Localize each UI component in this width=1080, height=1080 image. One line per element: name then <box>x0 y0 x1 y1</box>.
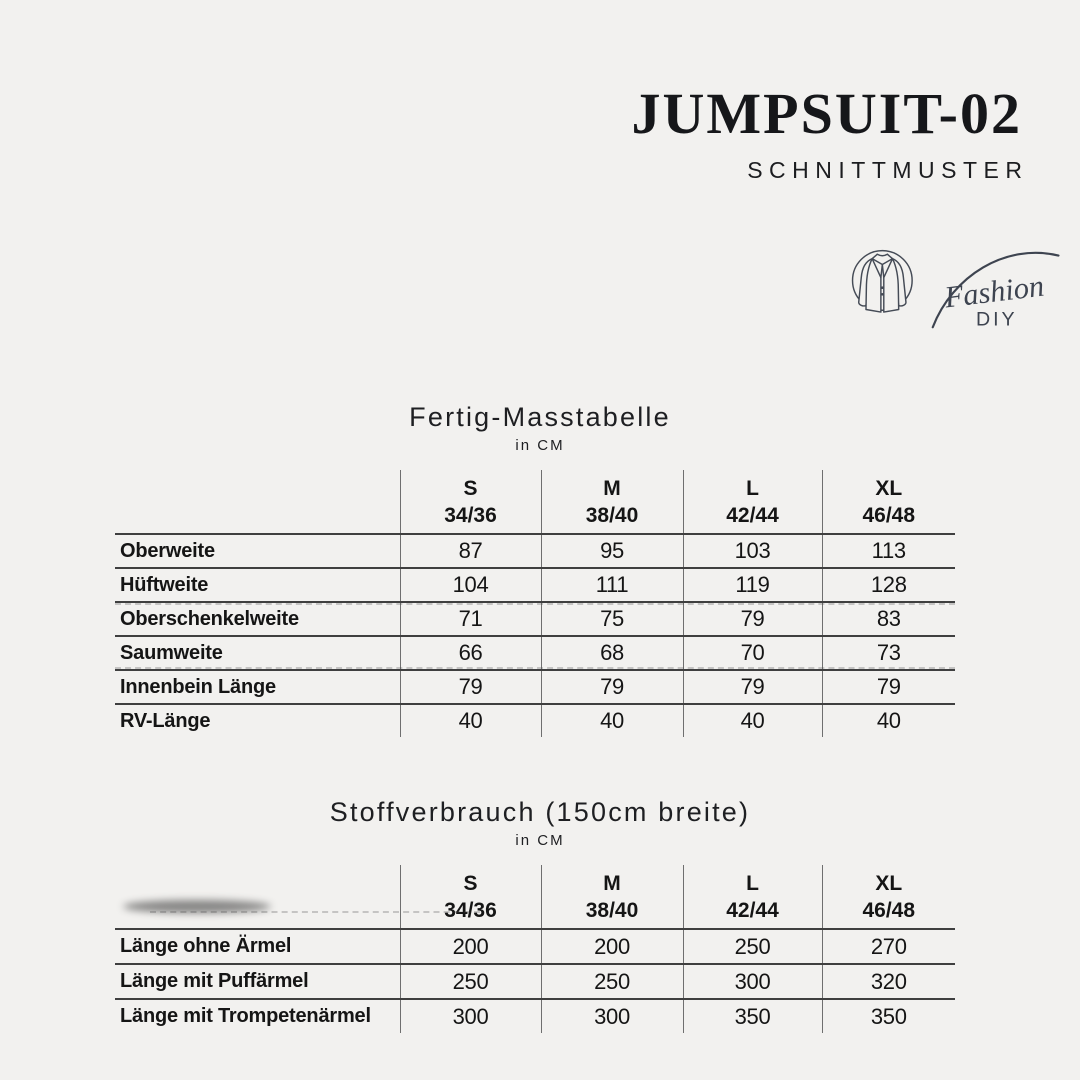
fabric-table-unit: in CM <box>515 832 565 849</box>
fabric-section-heading <box>0 797 1080 849</box>
logo-caption-text: DIY <box>975 308 1018 331</box>
sizes-section-heading <box>0 402 1080 454</box>
row-label: Saumweite <box>115 636 400 670</box>
row-label: Länge mit Puffärmel <box>115 964 400 999</box>
measurement-value: 103 <box>683 534 822 568</box>
table-header-row <box>115 470 955 534</box>
row-label: Oberschenkelweite <box>115 602 400 636</box>
measurement-value: 119 <box>683 568 822 602</box>
table-header-row <box>115 865 955 929</box>
measurement-value: 71 <box>400 602 541 636</box>
table-row <box>115 568 955 602</box>
brand-header <box>631 81 1029 184</box>
corner-cell <box>115 865 400 929</box>
size-range: 42/44 <box>726 503 779 527</box>
table-row <box>115 534 955 568</box>
measurement-value: 128 <box>822 568 955 602</box>
fabric-table-title: Stoffverbrauch (150cm breite) <box>329 797 751 827</box>
row-label: Länge mit Trompetenärmel <box>115 999 400 1033</box>
measurement-value: 75 <box>541 602 683 636</box>
measurement-value: 300 <box>683 964 822 999</box>
measurement-value: 79 <box>683 670 822 704</box>
measurement-value: 270 <box>822 929 955 964</box>
row-label: Hüftweite <box>115 568 400 602</box>
size-column-header <box>683 470 822 534</box>
size-label: L <box>746 871 759 895</box>
size-column-header <box>400 865 541 929</box>
measurement-value: 68 <box>541 636 683 670</box>
measurement-value: 350 <box>822 999 955 1033</box>
measurement-value: 79 <box>683 602 822 636</box>
measurement-value: 79 <box>400 670 541 704</box>
size-range: 46/48 <box>862 503 916 527</box>
size-column-header <box>822 470 955 534</box>
measurement-value: 79 <box>541 670 683 704</box>
table-row <box>115 929 955 964</box>
size-label: XL <box>875 871 903 895</box>
measurement-value: 40 <box>400 704 541 737</box>
row-label: RV-Länge <box>115 704 400 737</box>
measurement-value: 300 <box>541 999 683 1033</box>
size-range: 38/40 <box>585 898 639 922</box>
measurement-value: 350 <box>683 999 822 1033</box>
logo-wordmark <box>919 238 1066 334</box>
size-column-header <box>400 470 541 534</box>
table-row <box>115 704 955 737</box>
measurement-value: 113 <box>822 534 955 568</box>
measurement-value: 200 <box>400 929 541 964</box>
measurement-value: 83 <box>822 602 955 636</box>
row-label: Oberweite <box>115 534 400 568</box>
measurement-value: 66 <box>400 636 541 670</box>
size-column-header <box>683 865 822 929</box>
fashion-diy-logo <box>846 238 1066 338</box>
measurement-value: 300 <box>400 999 541 1033</box>
measurement-value: 111 <box>541 568 683 602</box>
table-row <box>115 999 955 1033</box>
table-row <box>115 602 955 636</box>
page-subtitle: SCHNITTMUSTER <box>747 156 1029 183</box>
scan-artifact <box>115 667 955 669</box>
size-column-header <box>541 865 683 929</box>
size-label: M <box>603 476 621 500</box>
measurement-value: 40 <box>541 704 683 737</box>
size-column-header <box>541 470 683 534</box>
size-range: 34/36 <box>444 898 497 922</box>
sizes-table-title: Fertig-Masstabelle <box>409 402 671 432</box>
scan-artifact <box>123 900 271 913</box>
size-label: S <box>463 476 478 500</box>
measurement-value: 95 <box>541 534 683 568</box>
scan-artifact <box>115 603 955 605</box>
measurement-value: 250 <box>683 929 822 964</box>
size-label: L <box>746 476 759 500</box>
size-label: S <box>463 871 478 895</box>
table-row <box>115 964 955 999</box>
measurement-value: 73 <box>822 636 955 670</box>
measurement-value: 79 <box>822 670 955 704</box>
measurement-value: 40 <box>683 704 822 737</box>
measurement-value: 70 <box>683 636 822 670</box>
measurement-value: 40 <box>822 704 955 737</box>
logo-script-text: Fashion <box>942 268 1046 315</box>
measurement-value: 320 <box>822 964 955 999</box>
size-range: 38/40 <box>585 503 639 527</box>
blazer-icon <box>846 246 919 328</box>
sizes-table-unit: in CM <box>515 437 565 454</box>
size-range: 34/36 <box>444 503 497 527</box>
measurement-value: 250 <box>541 964 683 999</box>
size-range: 42/44 <box>726 898 779 922</box>
page-title: JUMPSUIT-02 <box>631 81 1022 146</box>
size-label: M <box>603 871 621 895</box>
row-label: Länge ohne Ärmel <box>115 929 400 964</box>
measurement-value: 250 <box>400 964 541 999</box>
size-column-header <box>822 865 955 929</box>
table-row <box>115 636 955 670</box>
size-range: 46/48 <box>862 898 916 922</box>
measurement-value: 104 <box>400 568 541 602</box>
fabric-consumption-table <box>115 865 955 1033</box>
table-row <box>115 670 955 704</box>
measurement-value: 87 <box>400 534 541 568</box>
corner-cell <box>115 470 400 534</box>
measurement-value: 200 <box>541 929 683 964</box>
size-label: XL <box>875 476 903 500</box>
row-label: Innenbein Länge <box>115 670 400 704</box>
